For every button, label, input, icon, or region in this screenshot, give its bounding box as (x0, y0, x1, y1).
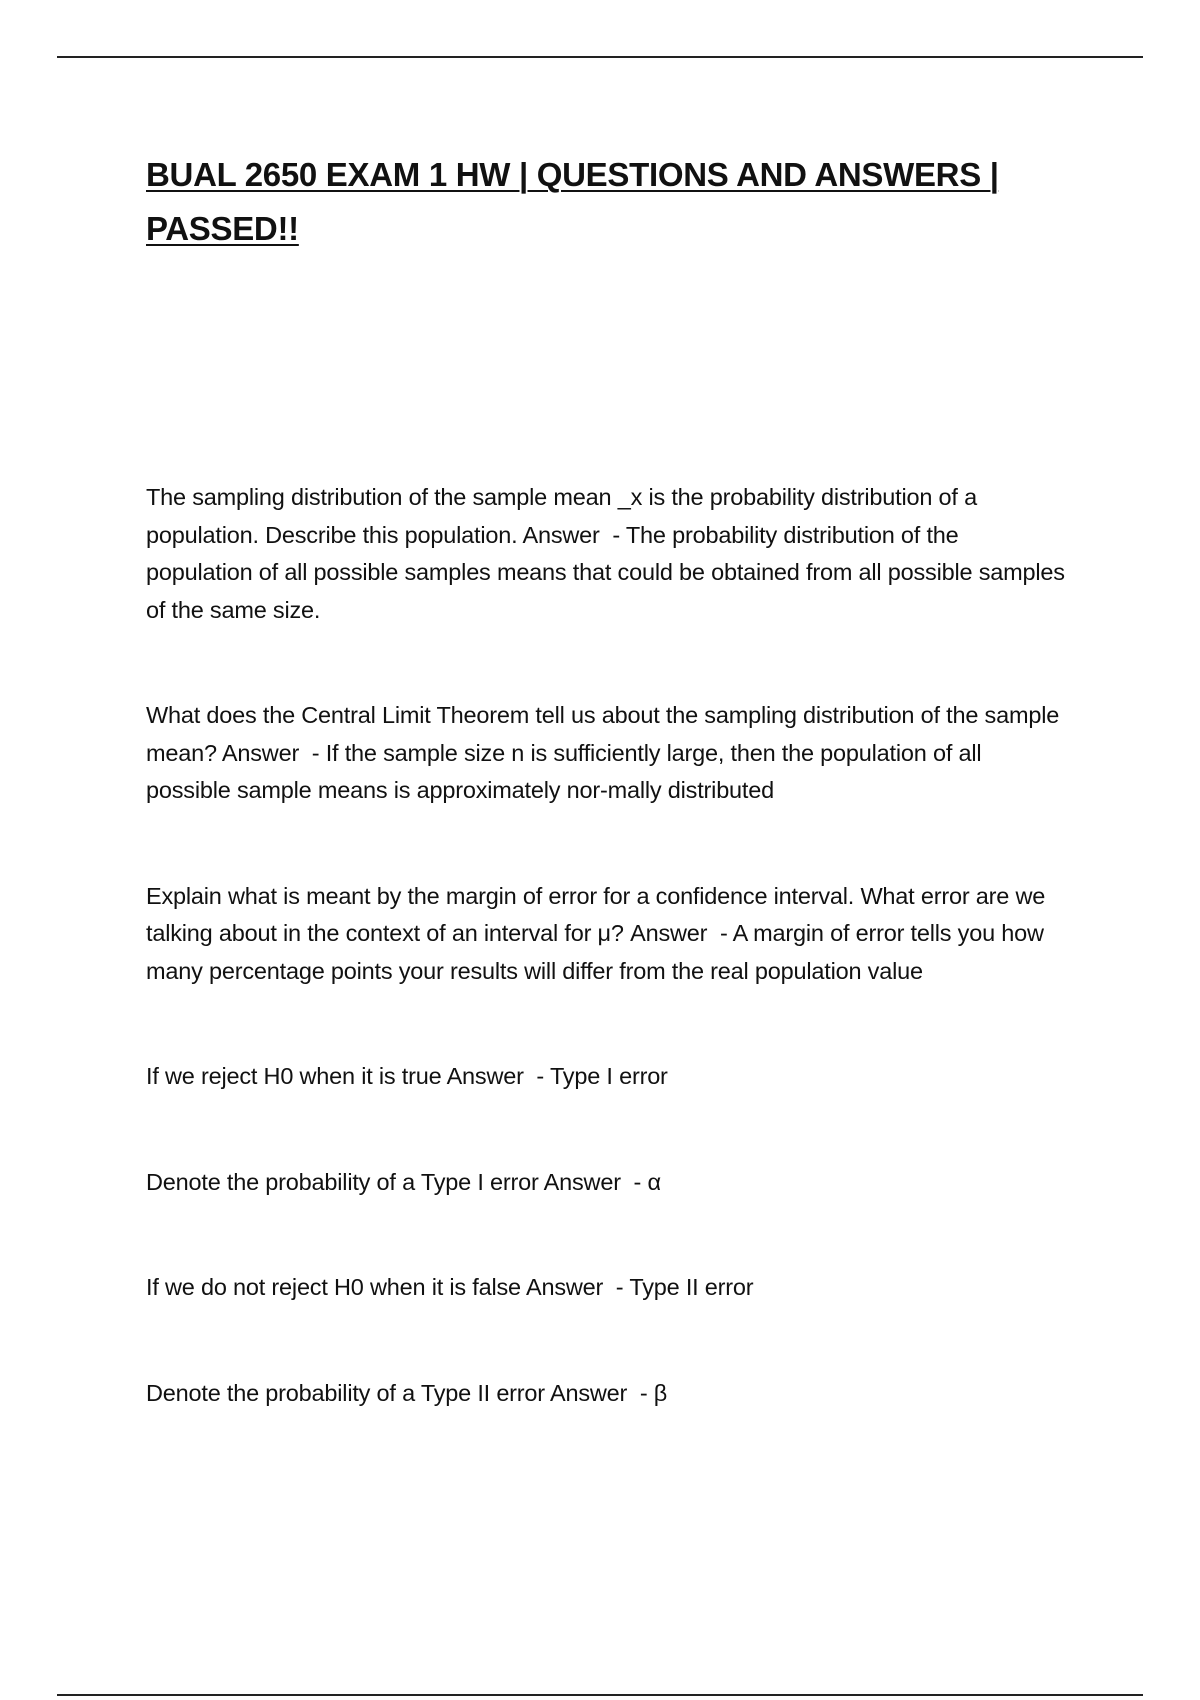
answer-label: Answer (221, 739, 300, 766)
qa-item: If we do not reject H0 when it is false Answer - Type II error (146, 1274, 754, 1300)
page-title: BUAL 2650 EXAM 1 HW | QUESTIONS AND ANSWERS | PASSED!! (146, 156, 999, 247)
answer-label: Answer (630, 920, 708, 946)
answer-text: Type II error (629, 1274, 754, 1300)
answer-text: β (653, 1379, 668, 1406)
qa-item: If we reject H0 when it is true Answer - Type I error (146, 1063, 668, 1089)
question-text: What does the Central Limit Theorem tell us about the sampling distribution of the sample mean? (146, 702, 1060, 766)
question-text: Denote the probability of a Type I error (146, 1168, 539, 1195)
footer-rule (57, 1694, 1143, 1696)
answer-text: The probability distribution of the population of all possible samples means that could be obtained from all possible samples of the same size. (146, 521, 1065, 623)
qa-item: The sampling distribution of the sample mean _x is the probability distribution of a population. Describe this population. Answer - The probability distribution of the population of all possible samples means that could be obtained from all possible samples of the same size. (146, 484, 1065, 623)
answer-text: If the sample size n is sufficiently large, then the population of all possible sample means is approximately nor-mally distributed (146, 739, 982, 803)
answer-label: Answer (543, 1168, 621, 1195)
question-text: If we reject H0 when it is true (146, 1063, 442, 1089)
qa-item: Denote the probability of a Type II error Answer - β (146, 1379, 668, 1406)
question-text: Explain what is meant by the margin of error for a confidence interval. What error are we talking about in the context of an interval for μ? (146, 882, 1046, 946)
answer-label: Answer (525, 1274, 604, 1300)
qa-item: What does the Central Limit Theorem tell us about the sampling distribution of the sample mean? Answer - If the sample size n is sufficiently large, then the population of all possible sample means is approximately nor-mally distributed (146, 702, 1060, 803)
qa-item: Denote the probability of a Type I error Answer - α (146, 1168, 661, 1195)
header-rule (57, 56, 1143, 58)
answer-label: Answer (549, 1379, 628, 1406)
qa-list (146, 479, 1066, 1480)
qa-item: Explain what is meant by the margin of error for a confidence interval. What error are we talking about in the context of an interval for μ? Answer - A margin of error tells you how many percentage points your results will differ from the real population value (146, 882, 1046, 984)
question-text: Denote the probability of a Type II error (146, 1379, 545, 1406)
answer-text: α (647, 1168, 661, 1195)
answer-label: Answer (446, 1063, 524, 1089)
answer-label: Answer (522, 521, 600, 548)
question-text: The sampling distribution of the sample mean _x is the probability distribution of a population. Describe this population. (146, 484, 977, 548)
answer-text: A margin of error tells you how many percentage points your results will differ from the real population value (146, 920, 1044, 984)
question-text: If we do not reject H0 when it is false (146, 1274, 521, 1300)
answer-text: Type I error (549, 1063, 668, 1089)
